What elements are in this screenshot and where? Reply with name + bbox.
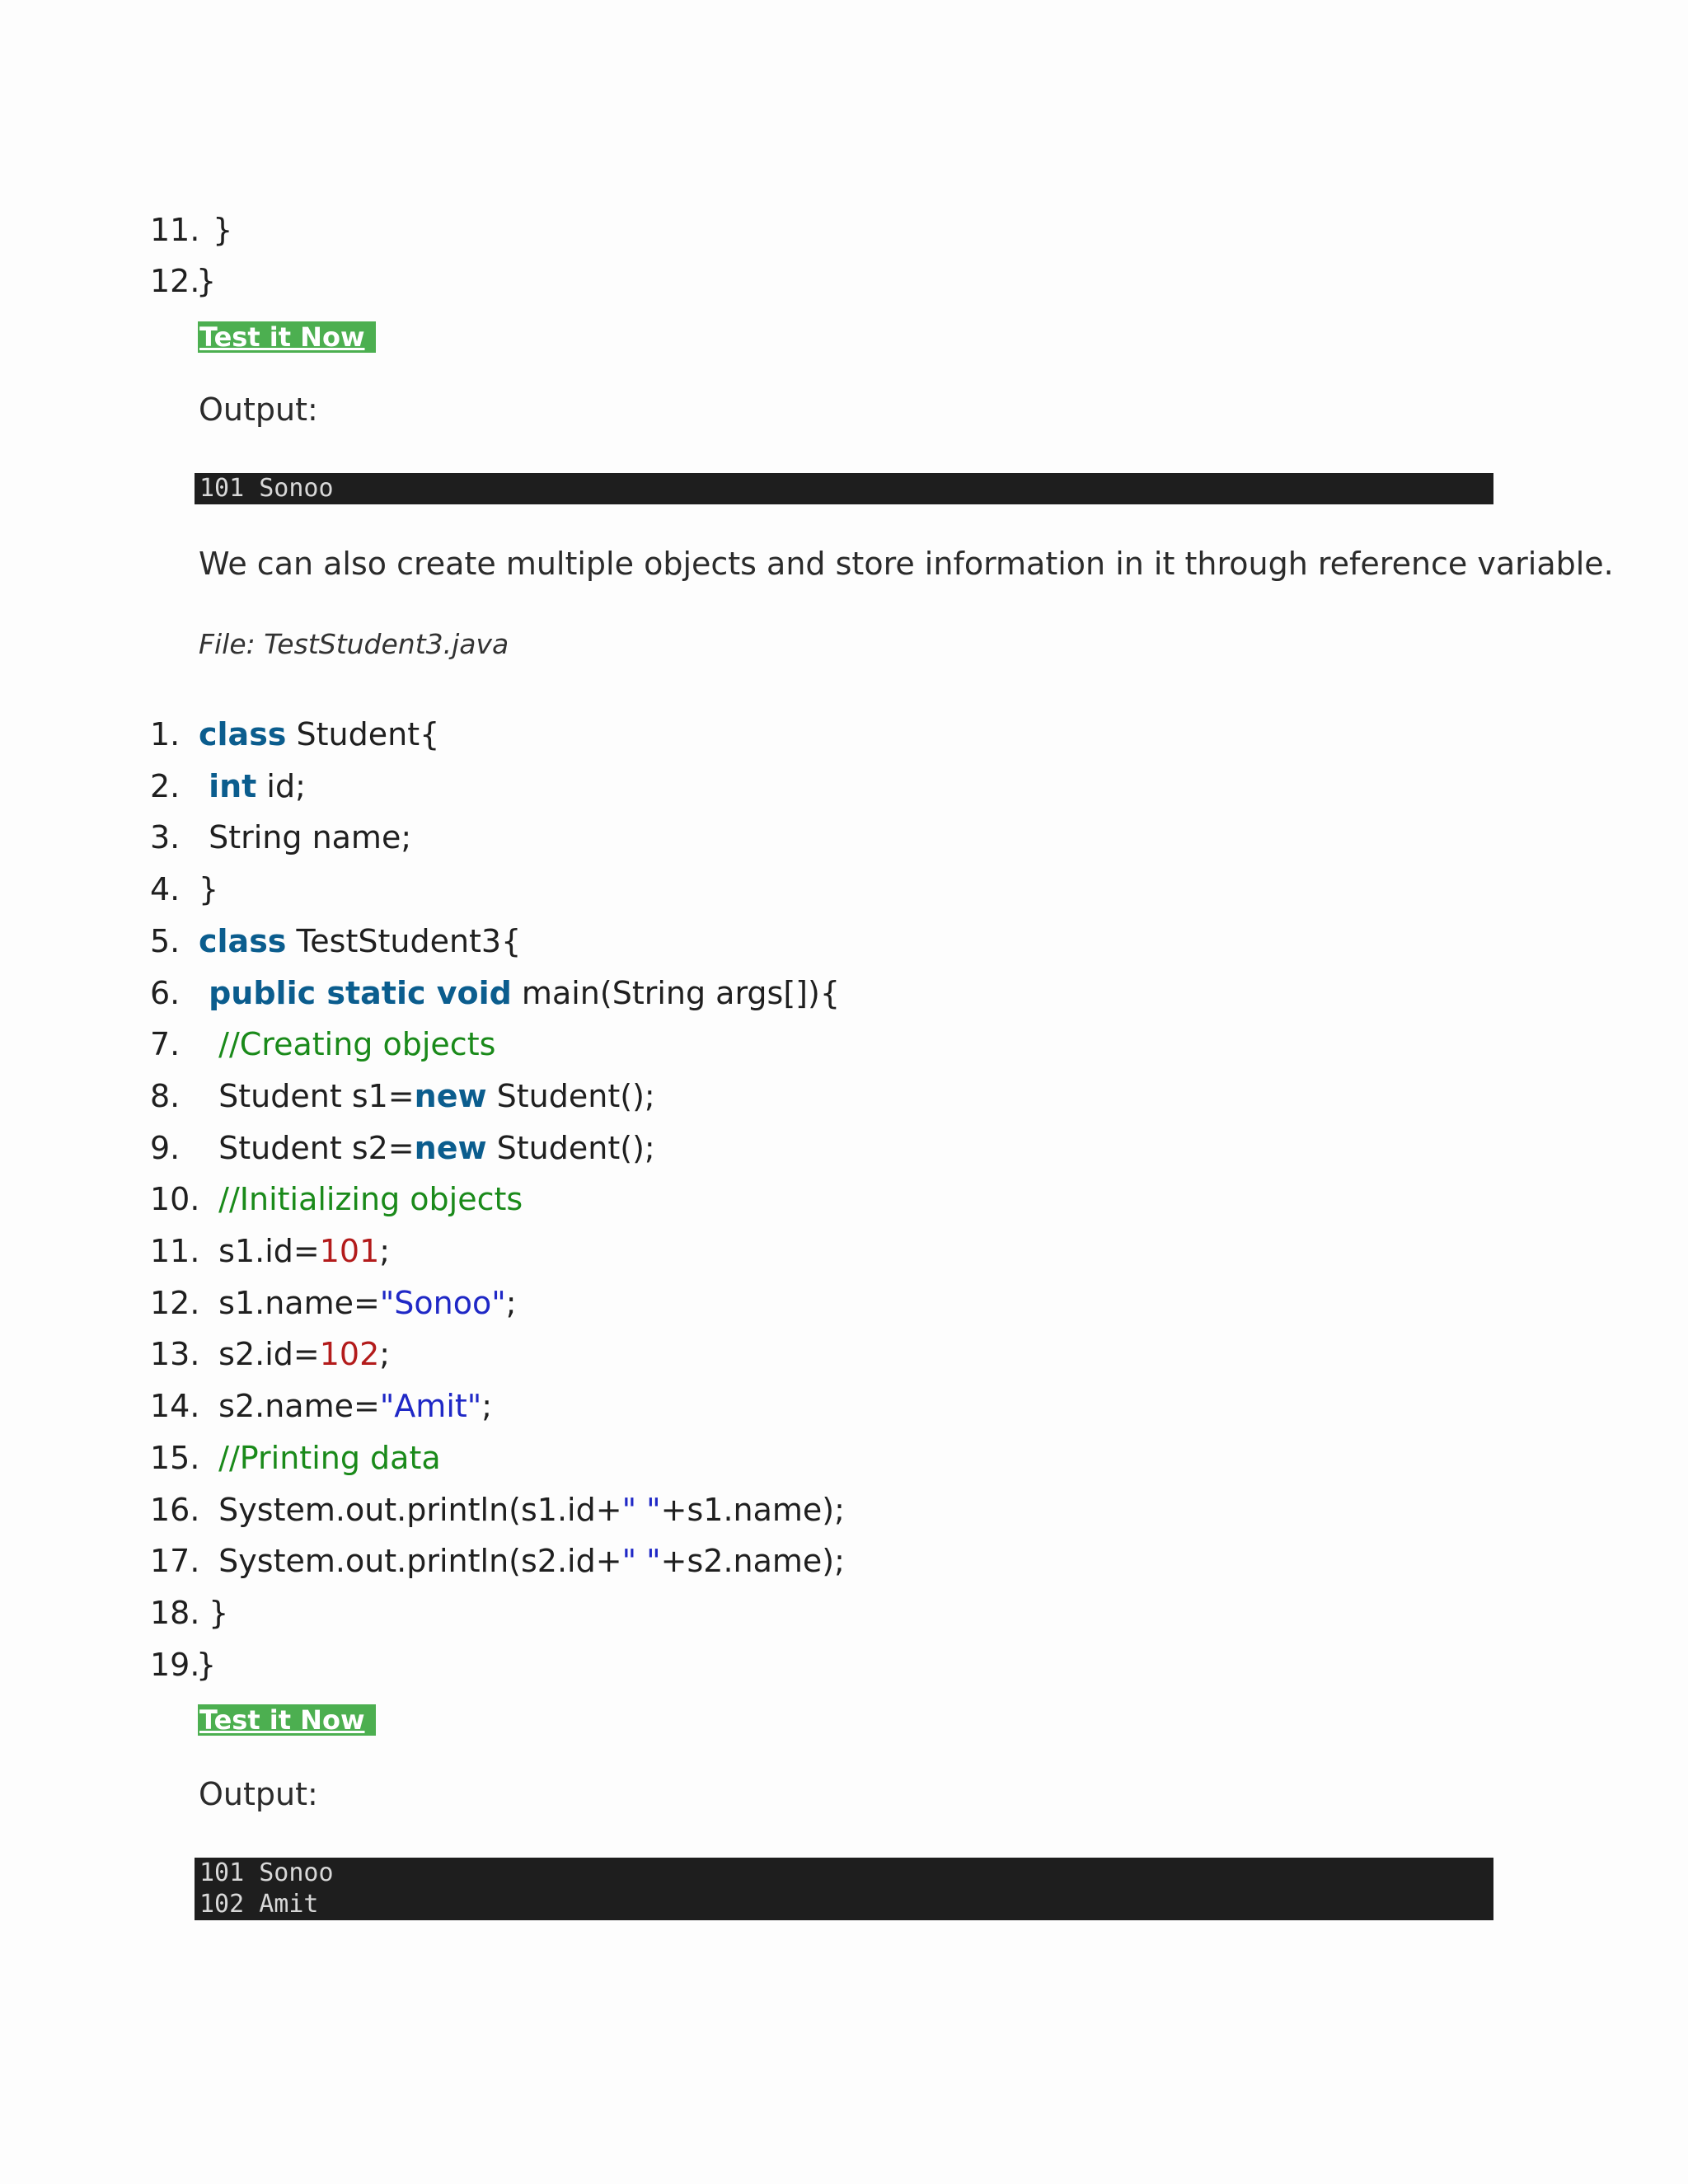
code-token: s2.name= [199,1388,380,1424]
output-line: 102 Amit [199,1890,319,1919]
code-token: ; [505,1285,517,1321]
code-line [150,1380,493,1432]
code-text [199,1484,845,1535]
code-token: System.out.println(s2.id+ [199,1543,622,1579]
code-line [150,1432,441,1483]
code-token: ; [379,1233,391,1269]
code-line [150,709,440,760]
code-line [150,1226,391,1277]
test-it-now-button-2[interactable]: Test it Now [198,1704,376,1736]
code-line [150,1535,845,1586]
string-literal: " " [621,1543,661,1579]
code-text [199,812,411,863]
number-literal: 101 [319,1233,380,1269]
code-text [199,1277,517,1329]
code-text [199,1535,845,1586]
code-line [150,761,306,812]
code-token: } [196,1647,217,1683]
output-console [195,473,1493,504]
code-token: +s1.name); [660,1492,845,1528]
code-token [199,975,209,1011]
keyword: new [414,1130,487,1166]
code-text [199,1174,523,1225]
code-line [150,255,217,307]
output-label: Output: [199,391,318,428]
string-literal: " " [621,1492,661,1528]
test-it-now-button[interactable]: Test it Now [198,321,376,353]
code-token [199,1440,218,1476]
line-number: 18. [150,1595,200,1631]
code-token: Student(); [486,1078,655,1114]
keyword: class [199,716,287,752]
line-number: 12. [150,1285,200,1321]
code-text [199,1019,495,1070]
line-number: 14. [150,1388,200,1424]
output-line: 101 Sonoo [199,474,334,503]
line-number: 3. [150,819,181,855]
line-number: 1. [150,716,181,752]
output-line: 101 Sonoo [199,1858,334,1887]
code-line [150,204,233,255]
code-token: Student s2= [199,1130,415,1166]
code-line [150,1174,523,1225]
line-number: 11. [150,212,200,248]
code-token: main(String args[]){ [511,975,840,1011]
code-token: s2.id= [199,1336,320,1372]
comment: //Initializing objects [218,1181,523,1217]
line-number: 11. [150,1233,200,1269]
line-number: 5. [150,923,181,959]
code-token: id; [256,768,306,804]
code-text: } [196,263,217,299]
keyword: int [209,768,257,804]
code-token: ; [379,1336,391,1372]
code-token: s1.name= [199,1285,380,1321]
code-line [150,1484,845,1535]
code-token [199,1181,218,1217]
code-text [199,1122,655,1174]
keyword: public static void [209,975,512,1011]
code-token: Student s1= [199,1078,415,1114]
code-text [199,1226,390,1277]
code-line [150,1071,655,1122]
line-number: 16. [150,1492,200,1528]
code-token: } [199,871,219,907]
code-token [199,1026,218,1062]
code-token: Student(); [486,1130,655,1166]
code-token [199,768,209,804]
line-number: 9. [150,1130,181,1166]
file-label: File: TestStudent3.java [199,628,509,660]
keyword: new [414,1078,487,1114]
line-number: 13. [150,1336,200,1372]
code-token: Student{ [286,716,440,752]
code-token: +s2.name); [660,1543,845,1579]
code-token: ; [481,1388,493,1424]
output-console-2 [195,1858,1493,1920]
line-number: 10. [150,1181,200,1217]
string-literal: "Amit" [379,1388,482,1424]
paragraph-text: We can also create multiple objects and store information in it through reference variable. [199,546,1614,582]
code-text [199,709,439,760]
code-line [150,864,219,915]
code-text [199,1432,441,1483]
line-number: 19. [150,1647,200,1683]
code-line [150,1639,217,1690]
code-text: } [203,212,233,248]
line-number: 17. [150,1543,200,1579]
code-text [199,1071,655,1122]
code-text [199,916,521,967]
code-text [196,1639,216,1690]
code-text [199,968,840,1019]
code-token: s1.id= [199,1233,320,1269]
number-literal: 102 [319,1336,380,1372]
line-number: 12. [150,263,200,299]
line-number: 2. [150,768,181,804]
line-number: 15. [150,1440,200,1476]
code-line [150,1277,517,1329]
line-number: 8. [150,1078,181,1114]
code-token: TestStudent3{ [286,923,522,959]
code-line [150,1122,655,1174]
line-number: 7. [150,1026,181,1062]
output-label-2: Output: [199,1776,318,1812]
code-text [199,761,306,812]
string-literal: "Sonoo" [379,1285,506,1321]
code-token: } [199,1595,229,1631]
code-text [199,1380,492,1432]
code-text [199,864,218,915]
line-number: 4. [150,871,181,907]
line-number: 6. [150,975,181,1011]
code-line [150,968,840,1019]
code-line [150,916,522,967]
code-text [199,1587,228,1638]
code-line [150,1587,229,1638]
code-line [150,1329,391,1380]
code-line [150,812,412,863]
code-token: System.out.println(s1.id+ [199,1492,622,1528]
code-token: String name; [199,819,412,855]
code-line [150,1019,496,1070]
code-text [199,1329,390,1380]
comment: //Creating objects [218,1026,496,1062]
keyword: class [199,923,287,959]
comment: //Printing data [218,1440,441,1476]
